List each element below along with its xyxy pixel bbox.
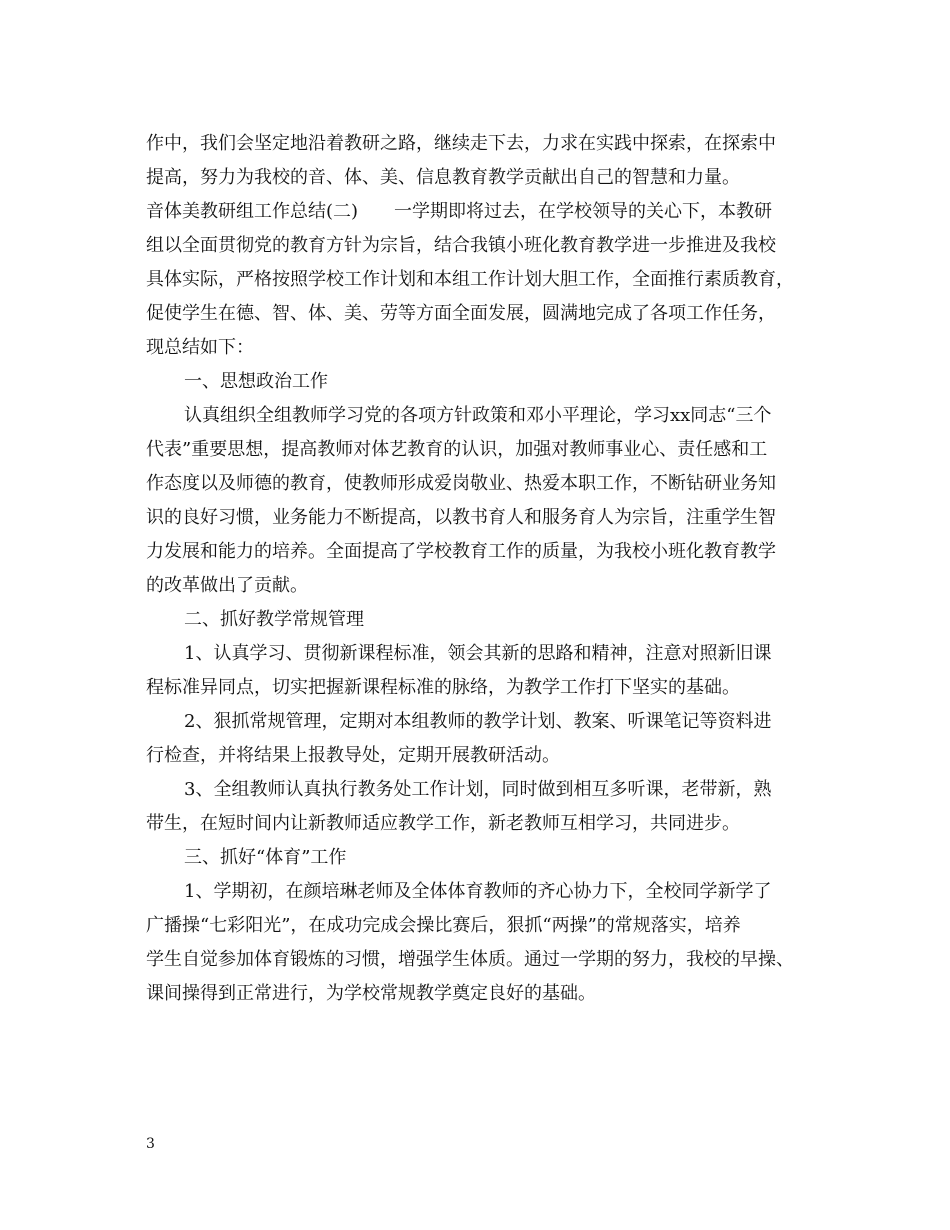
text-line: 广播操“七彩阳光”，在成功完成会操比赛后，狠抓“两操”的常规落实，培养 [146, 915, 741, 936]
text-line: 具体实际，严格按照学校工作计划和本组工作计划大胆工作，全面推行素质教育， [146, 269, 794, 290]
text-line: 的改革做出了贡献。 [146, 575, 308, 596]
text-line: 现总结如下： [146, 337, 254, 358]
text-line: 学生自觉参加体育锻炼的习惯，增强学生体质。通过一学期的努力，我校的早操、 [146, 949, 794, 970]
text-line: 作态度以及师德的教育，使教师形成爱岗敬业、热爱本职工作，不断钻研业务知 [146, 473, 776, 494]
text-line: 认真组织全组教师学习党的各项方针政策和邓小平理论，学习xx同志“三个 [184, 405, 772, 426]
heading-political-work: 一、思想政治工作 [184, 371, 328, 392]
section-title-line: 音体美教研组工作总结(二) 一学期即将过去，在学校领导的关心下，本教研 [146, 201, 773, 222]
heading-teaching-routine: 二、抓好教学常规管理 [184, 609, 364, 630]
text-line: 带生，在短时间内让新教师适应教学工作，新老教师互相学习，共同进步。 [146, 813, 740, 834]
text-line: 识的良好习惯，业务能力不断提高，以教书育人和服务育人为宗旨，注重学生智 [146, 507, 776, 528]
text-line: 促使学生在德、智、体、美、劳等方面全面发展，圆满地完成了各项工作任务， [146, 303, 776, 324]
text-line: 2、狠抓常规管理，定期对本组教师的教学计划、教案、听课笔记等资料进 [184, 711, 772, 732]
text-line: 1、认真学习、贯彻新课程标准，领会其新的思路和精神，注意对照新旧课 [184, 643, 772, 664]
text-line: 组以全面贯彻党的教育方针为宗旨，结合我镇小班化教育教学进一步推进及我校 [146, 235, 776, 256]
text-line: 程标准异同点，切实把握新课程标准的脉络，为教学工作打下坚实的基础。 [146, 677, 740, 698]
text-line: 行检查，并将结果上报教导处，定期开展教研活动。 [146, 745, 560, 766]
text-line: 1、学期初，在颜培琳老师及全体体育教师的齐心协力下，全校同学新学了 [184, 881, 772, 902]
text-line: 课间操得到正常进行，为学校常规教学奠定良好的基础。 [146, 983, 596, 1004]
text-line: 作中，我们会坚定地沿着教研之路，继续走下去，力求在实践中探索，在探索中 [146, 133, 776, 154]
page-number: 3 [146, 1136, 155, 1152]
text-line: 代表”重要思想，提高教师对体艺教育的认识，加强对教师事业心、责任感和工 [146, 439, 768, 460]
heading-pe-work: 三、抓好“体育”工作 [184, 847, 347, 868]
document-body [146, 127, 818, 1011]
text-line: 提高，努力为我校的音、体、美、信息教育教学贡献出自己的智慧和力量。 [146, 167, 740, 188]
text-line: 力发展和能力的培养。全面提高了学校教育工作的质量，为我校小班化教育教学 [146, 541, 776, 562]
text-line: 3、全组教师认真执行教务处工作计划，同时做到相互多听课，老带新，熟 [184, 779, 772, 800]
